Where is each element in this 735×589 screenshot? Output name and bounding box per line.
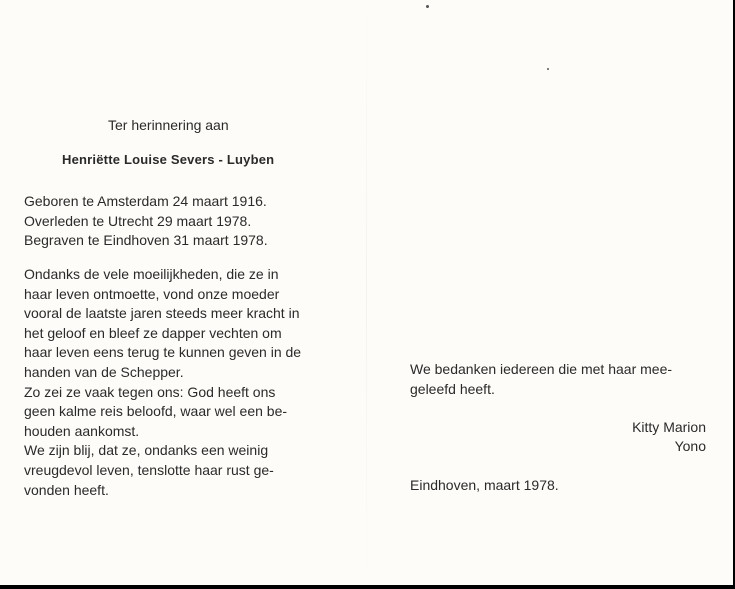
thanks-text-line: geleefd heeft. (410, 380, 495, 397)
memorial-text-line: Ondanks de vele moeilijkheden, die ze in (24, 266, 279, 282)
signatures (632, 418, 706, 456)
thanks-text-line: We bedanken iedereen die met haar mee- (410, 361, 673, 377)
memorial-text-line: vreugdevol leven, tenslotte haar rust ge- (24, 461, 274, 478)
memorial-text-line: houden aankomst. (24, 422, 140, 439)
thanks-text (410, 360, 710, 399)
burial-line: Begraven te Eindhoven 31 maart 1978. (24, 232, 268, 248)
memorial-text (24, 265, 334, 500)
speck-mark (426, 5, 429, 8)
life-dates (24, 192, 344, 251)
signature-name: Kitty Marion (632, 419, 706, 435)
memorial-text-line: haar leven eens terug te kunnen geven in de (24, 344, 302, 361)
memorial-text-line: haar leven ontmoette, vond onze moeder (24, 285, 280, 302)
speck-mark (547, 68, 549, 70)
memorial-text-line: handen van de Schepper. (24, 363, 184, 380)
signature-name: Yono (674, 438, 706, 454)
card-heading: Ter herinnering aan (108, 117, 229, 133)
memorial-text-line: Zo zei ze vaak tegen ons: God heeft ons (24, 383, 276, 400)
birth-line: Geboren te Amsterdam 24 maart 1916. (24, 193, 267, 209)
memorial-text-line: het geloof en bleef ze dapper vechten om (24, 324, 282, 341)
card-fold-line (366, 0, 367, 585)
memorial-text-line: geen kalme reis beloofd, waar wel een be- (24, 403, 288, 420)
memorial-text-line: vonden heeft. (24, 481, 109, 498)
place-date: Eindhoven, maart 1978. (410, 477, 559, 493)
deceased-name: Henriëtte Louise Severs - Luyben (62, 152, 275, 167)
death-line: Overleden te Utrecht 29 maart 1978. (24, 212, 252, 229)
memorial-text-line: vooral de laatste jaren steeds meer kracht in (24, 305, 300, 322)
memorial-text-line: We zijn blij, dat ze, ondanks een weinig (24, 442, 269, 459)
